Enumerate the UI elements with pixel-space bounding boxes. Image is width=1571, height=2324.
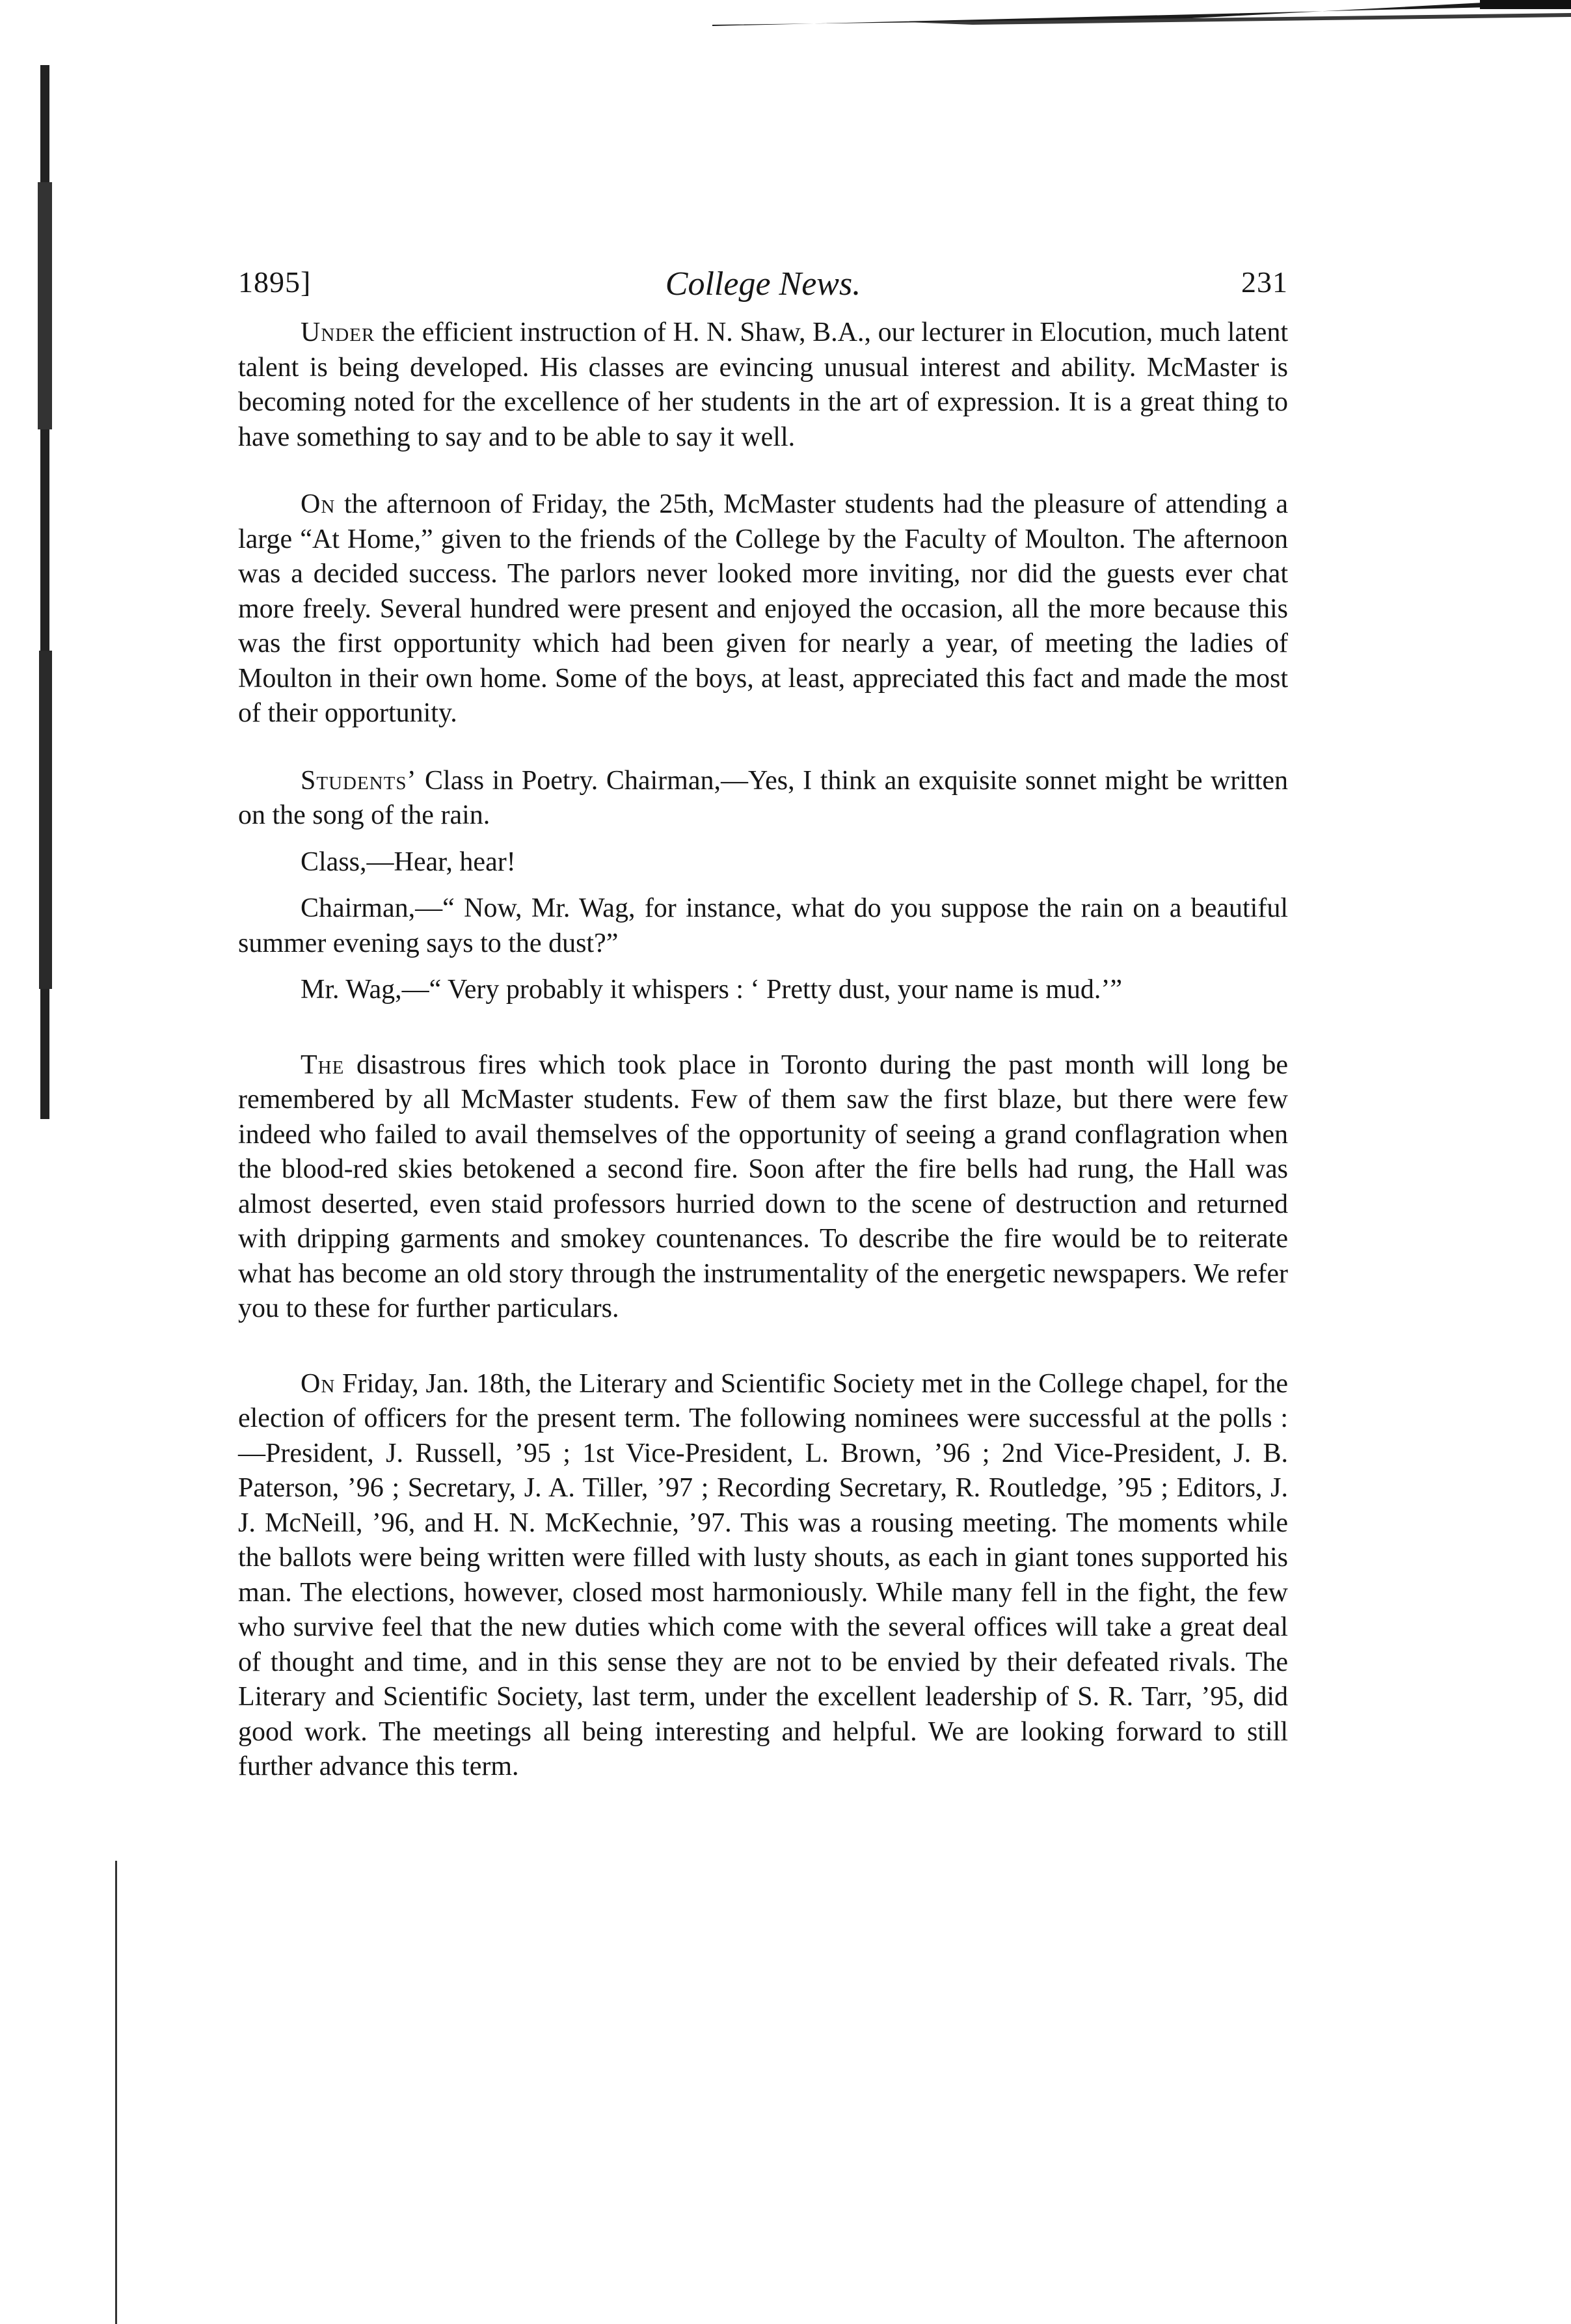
paragraph-fires (238, 1048, 1288, 1327)
paragraph-society-election (238, 1367, 1288, 1785)
scan-edge-left-lower (114, 1861, 118, 2324)
paragraph-lead: Students’ (301, 765, 417, 796)
paragraph-lead: On (301, 489, 336, 519)
paragraph-text: Class in Poetry. Chairman,—Yes, I think an exquisite sonnet might be written on the song of the rain. (238, 765, 1288, 830)
paragraph-at-home (238, 487, 1288, 731)
page-number: 231 (1241, 265, 1288, 299)
paragraph-text: the afternoon of Friday, the 25th, McMaster students had the pleasure of attending a large “At Home,” given to the friends of the College by the Faculty of Moulton. The afternoon was a decided success. The parlors never looked more inviting, nor did the guests ever chat more freely. Several hundred were present and enjoyed the occasion, all the more because this was the first opportunity which had been given for nearly a year, of meeting the ladies of Moulton in their own home. Some of the boys, at least, appreciated this fact and made the most of their opportunity. (238, 489, 1288, 728)
paragraph-text: Friday, Jan. 18th, the Literary and Scientific Society met in the College chapel, for the election of officers for the present term. The following nominees were successful at the polls :—President, J. Russell, ’95 ; 1st Vice-President, L. Brown, ’96 ; 2nd Vice-President, J. B. Paterson, ’96 ; Secretary, J. A. Tiller, ’97 ; Recording Secretary, R. Routledge, ’95 ; Editors, J. J. McNeill, ’96, and H. N. McKechnie, ’97. This was a rousing meeting. The moments while the ballots were being written were filled with lusty shouts, as each in giant tones supported his man. The elections, however, closed most harmoniously. While many fell in the fight, the few who survive feel that the new duties which come with the several offices will take a great deal of thought and time, and in this sense they are not to be envied by their defeated rivals. The Literary and Scientific Society, last term, under the excellent leadership of S. R. Tarr, ’95, did good work. The meetings all being interesting and helpful. We are looking forward to still further advance this term. (238, 1368, 1288, 1781)
header-title: College News. (665, 265, 861, 303)
paragraph-mr-wag (238, 973, 1288, 1008)
scan-edge-top (712, 0, 1571, 27)
paragraph-lead: On (301, 1368, 336, 1399)
paragraph-chairman (238, 891, 1288, 961)
paragraph-lead: Under (301, 318, 375, 347)
paragraph-lead: The (301, 1049, 345, 1080)
paragraph-text: Class,—Hear, hear! (301, 846, 516, 877)
running-head (238, 257, 1288, 316)
header-year: 1895] (238, 265, 312, 299)
paragraph-poetry-class (238, 764, 1288, 833)
paragraph-text: disastrous fires which took place in Toronto during the past month will long be remembered by all McMaster students. Few of them saw the first blaze, but there were few indeed who failed to avail themselves of the opportunity of seeing a grand conflagration when the blood-red skies betokened a second fire. Soon after the fire bells had rung, the Hall was almost deserted, even staid professors hurried down to the scene of destruction and returned with dripping garments and smokey countenances. To describe the fire would be to reiterate what has become an old story through the instrumentality of the energetic newspapers. We refer you to these for further particulars. (238, 1049, 1288, 1323)
paragraph-text: Chairman,—“ Now, Mr. Wag, for instance, what do you suppose the rain on a beautiful summer evening says to the dust?” (238, 893, 1288, 958)
scan-edge-left (38, 65, 55, 1119)
paragraph-text: the efficient instruction of H. N. Shaw, B.A., our lecturer in Elocution, much latent talent is being developed. His classes are evincing unusual interest and ability. McMaster is becoming noted for the excellence of her students in the art of expression. It is a great thing to have something to say and to be able to say it well. (238, 318, 1288, 452)
paragraph-text: Mr. Wag,—“ Very probably it whispers : ‘ Pretty dust, your name is mud.’” (301, 975, 1123, 1005)
paragraph-class-reply (238, 845, 1288, 880)
paragraph-elocution (238, 316, 1288, 455)
document-page (238, 257, 1288, 1785)
